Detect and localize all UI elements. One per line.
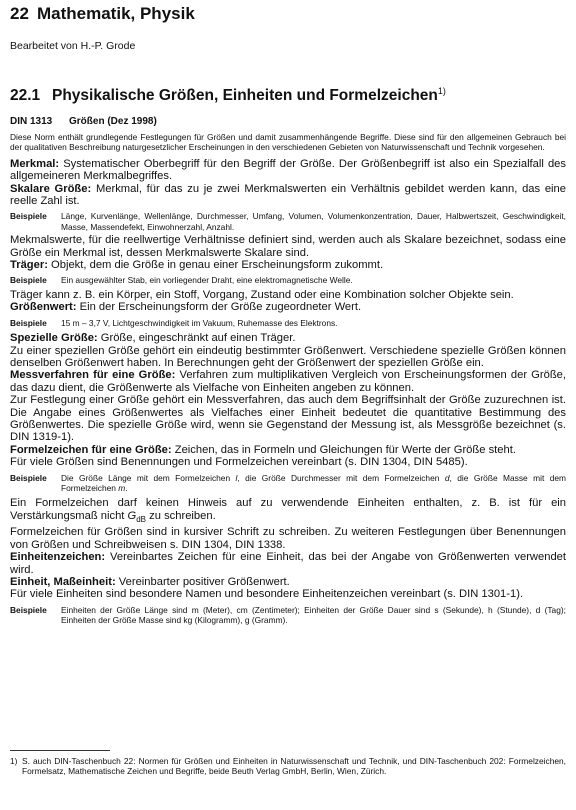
- footnote-mark: 1): [10, 756, 18, 766]
- standard-heading: [10, 116, 157, 127]
- paragraph-einheit: Für viele Einheiten sind besondere Namen und besondere Einheitenzeichen vereinbart (s. DIN 1301-1).: [10, 588, 524, 601]
- definition-text: Ein der Erscheinungsform der Größe zugeordneter Wert.: [76, 301, 362, 314]
- standard-title: Größen (Dez 1998): [69, 116, 157, 127]
- content: [10, 132, 566, 626]
- example-label: Beispiele: [10, 604, 47, 615]
- chapter-title: Mathematik, Physik: [37, 4, 195, 23]
- example-label: Beispiele: [10, 275, 47, 286]
- formula-symbol: l: [235, 472, 238, 483]
- term: Merkmal:: [10, 157, 60, 170]
- term: Größenwert:: [10, 301, 77, 314]
- section-title: Physikalische Größen, Einheiten und Formelzeichen: [52, 87, 438, 105]
- definition-groessenwert: [10, 301, 566, 313]
- example-formelzeichen: [10, 473, 566, 494]
- paragraph-traeger: Träger kann z. B. ein Körper, ein Stoff, Vorgang, Zustand oder eine Kombination solcher Objekte sein.: [10, 288, 514, 301]
- section-footnote-mark: 1): [437, 86, 446, 96]
- definition-text: Zeichen, das in Formeln und Gleichungen für Werte der Größe steht.: [171, 443, 516, 456]
- example-skalar: [10, 211, 566, 232]
- example-traeger: [10, 275, 566, 285]
- definition-traeger: [10, 259, 566, 271]
- term: Skalare Größe:: [10, 182, 92, 195]
- definition-text: Vereinbarter positiver Größenwert.: [115, 576, 290, 589]
- definition-merkmal: [10, 158, 566, 183]
- formula-symbol: G: [127, 509, 137, 522]
- definition-einheit: [10, 576, 566, 588]
- paragraph-messverfahren: Zur Festlegung einer Größe gehört ein Messverfahren, das auch dem Begriffsinhalt der Größe zuzurechnen ist. Die Angabe eines Größenwertes als Vielfaches einer Einheit bedeutet die quantitative Bestimmung des Größenwertes. Die spezielle Größe wird, wenn sie Gegenstand der Messung ist, als Messgröße bezeichnet (s. DIN 1319-1).: [10, 394, 566, 444]
- definition-text: Größe, eingeschränkt auf einen Träger.: [97, 332, 296, 345]
- paragraph-spezielle-groesse: Zu einer speziellen Größe gehört ein eindeutig bestimmter Größenwert. Verschiedene spezielle Größen können denselben Größenwert haben. In Berechnungen geht der Größenwert der speziellen Größe ein.: [10, 344, 566, 369]
- definition-spezielle-groesse: [10, 332, 566, 344]
- example-text: 15 m – 3,7 V, Lichtgeschwindigkeit im Vakuum, Ruhemasse des Elektrons.: [61, 317, 338, 328]
- paragraph-formelzeichen: Für viele Größen sind Benennungen und Formelzeichen vereinbart (s. DIN 1304, DIN 5485).: [10, 456, 468, 469]
- footnote-divider: [10, 750, 110, 751]
- definition-skalare-groesse: [10, 183, 566, 208]
- example-text: Einheiten der Größe Länge sind m (Meter), cm (Zentimeter); Einheiten der Größe Dauer sind s (Sekunde), h (Stunde), d (Tag); Einheiten der Größe Masse sind kg (Kilogramm), g (Gramm).: [61, 604, 566, 626]
- definition-text: Vereinbartes Zeichen für eine Einheit, das bei der Angabe von Größenwerten verwendet wird.: [10, 551, 566, 576]
- example-text: Die Größe Länge mit dem Formelzeichen l, die Größe Durchmesser mit dem Formelzeichen d, die Größe Masse mit dem Formelzeichen m.: [61, 472, 567, 493]
- formula-symbol: d: [444, 472, 450, 483]
- term: Einheit, Maßeinheit:: [10, 576, 116, 589]
- footnote-text: S. auch DIN-Taschenbuch 22: Normen für Größen und Einheiten in Naturwissenschaft und Technik, und DIN-Taschenbuch 202: Formelzeichen, Formelsatz, Mathematische Zeichen und Begriffe, beide Beuth Verlag GmbH, Berlin, Wien, Zürich.: [22, 756, 566, 777]
- standard-code: DIN 1313: [10, 116, 53, 127]
- paragraph-formel-kursiv: Formelzeichen für Größen sind in kursiver Schrift zu schreiben. Zu weiteren Festlegungen über Benennungen von Größen und Schreibweisen s. DIN 1304, DIN 1338.: [10, 526, 566, 551]
- term: Einheitenzeichen:: [10, 551, 106, 564]
- author-line: Bearbeitet von H.-P. Grode: [10, 40, 136, 52]
- footnote: [10, 756, 566, 777]
- definition-text: Merkmal, für das zu je zwei Merkmalswerten ein Verhältnis gebildet werden kann, das eine reelle Zahl ist.: [10, 182, 566, 208]
- formula-subscript: dB: [136, 515, 147, 525]
- term: Formelzeichen für eine Größe:: [10, 443, 172, 456]
- formula-symbol: m: [118, 482, 126, 493]
- example-groessenwert: [10, 318, 566, 328]
- definition-text: Systematischer Oberbegriff für den Begriff der Größe. Der Größenbegriff ist also ein Spezialfall des allgemeineren Merkmalbegriffes.: [10, 157, 566, 183]
- example-text: Ein ausgewählter Stab, ein vorliegender Draht, eine elektromagnetische Welle.: [61, 275, 353, 286]
- definition-formelzeichen: [10, 444, 566, 456]
- definition-text: Verfahren zum multiplikativen Vergleich von Erscheinungsformen der Größe, das dazu dient, die Größenwerte als Vielfache von Einheiten angeben zu können.: [10, 369, 566, 394]
- chapter-heading: [10, 4, 195, 24]
- term: Spezielle Größe:: [10, 332, 98, 345]
- section-number: 22.1: [10, 87, 41, 105]
- term: Messverfahren für eine Größe:: [10, 369, 176, 382]
- example-einheit: [10, 605, 566, 626]
- example-label: Beispiele: [10, 472, 47, 483]
- paragraph-merkmalswerte: Mekmalswerte, für die reellwertige Verhältnisse definiert sind, werden auch als Skalare bezeichnet, sodass eine Größe ein Merkmal ist, dessen Merkmalswerte Skalare sind.: [10, 234, 566, 259]
- term: Träger:: [10, 259, 48, 272]
- intro-text: Diese Norm enthält grundlegende Festlegungen für Größen und damit zusammenhängende Begriffe. Diese sind für den allgemeinen Gebrauch bei der qualitativen Beschreibung naturgesetzlicher Erscheinungen in den verschiedenen Gebieten von Naturwissenschaft und Technik vorgesehen.: [10, 132, 566, 153]
- example-text: Länge, Kurvenlänge, Wellenlänge, Durchmesser, Umfang, Volumen, Volumenkonzentration, Dauer, Halbwertszeit, Geschwindigkeit, Masse, Massendefekt, Einwohnerzahl, Anzahl.: [61, 211, 566, 232]
- chapter-number: 22: [10, 4, 29, 23]
- section-heading: [10, 86, 446, 105]
- definition-messverfahren: [10, 369, 566, 394]
- example-label: Beispiele: [10, 211, 47, 222]
- example-label: Beispiele: [10, 317, 47, 328]
- definition-einheitenzeichen: [10, 551, 566, 576]
- paragraph-formel-hinweis: Ein Formelzeichen darf keinen Hinweis auf zu verwendende Einheiten enthalten, z. B. ist für ein Verstärkungsmaß nicht $G_{dB}$ zu schreiben.: [10, 497, 566, 525]
- definition-text: Objekt, dem die Größe in genau einer Erscheinungsform zukommt.: [47, 259, 384, 272]
